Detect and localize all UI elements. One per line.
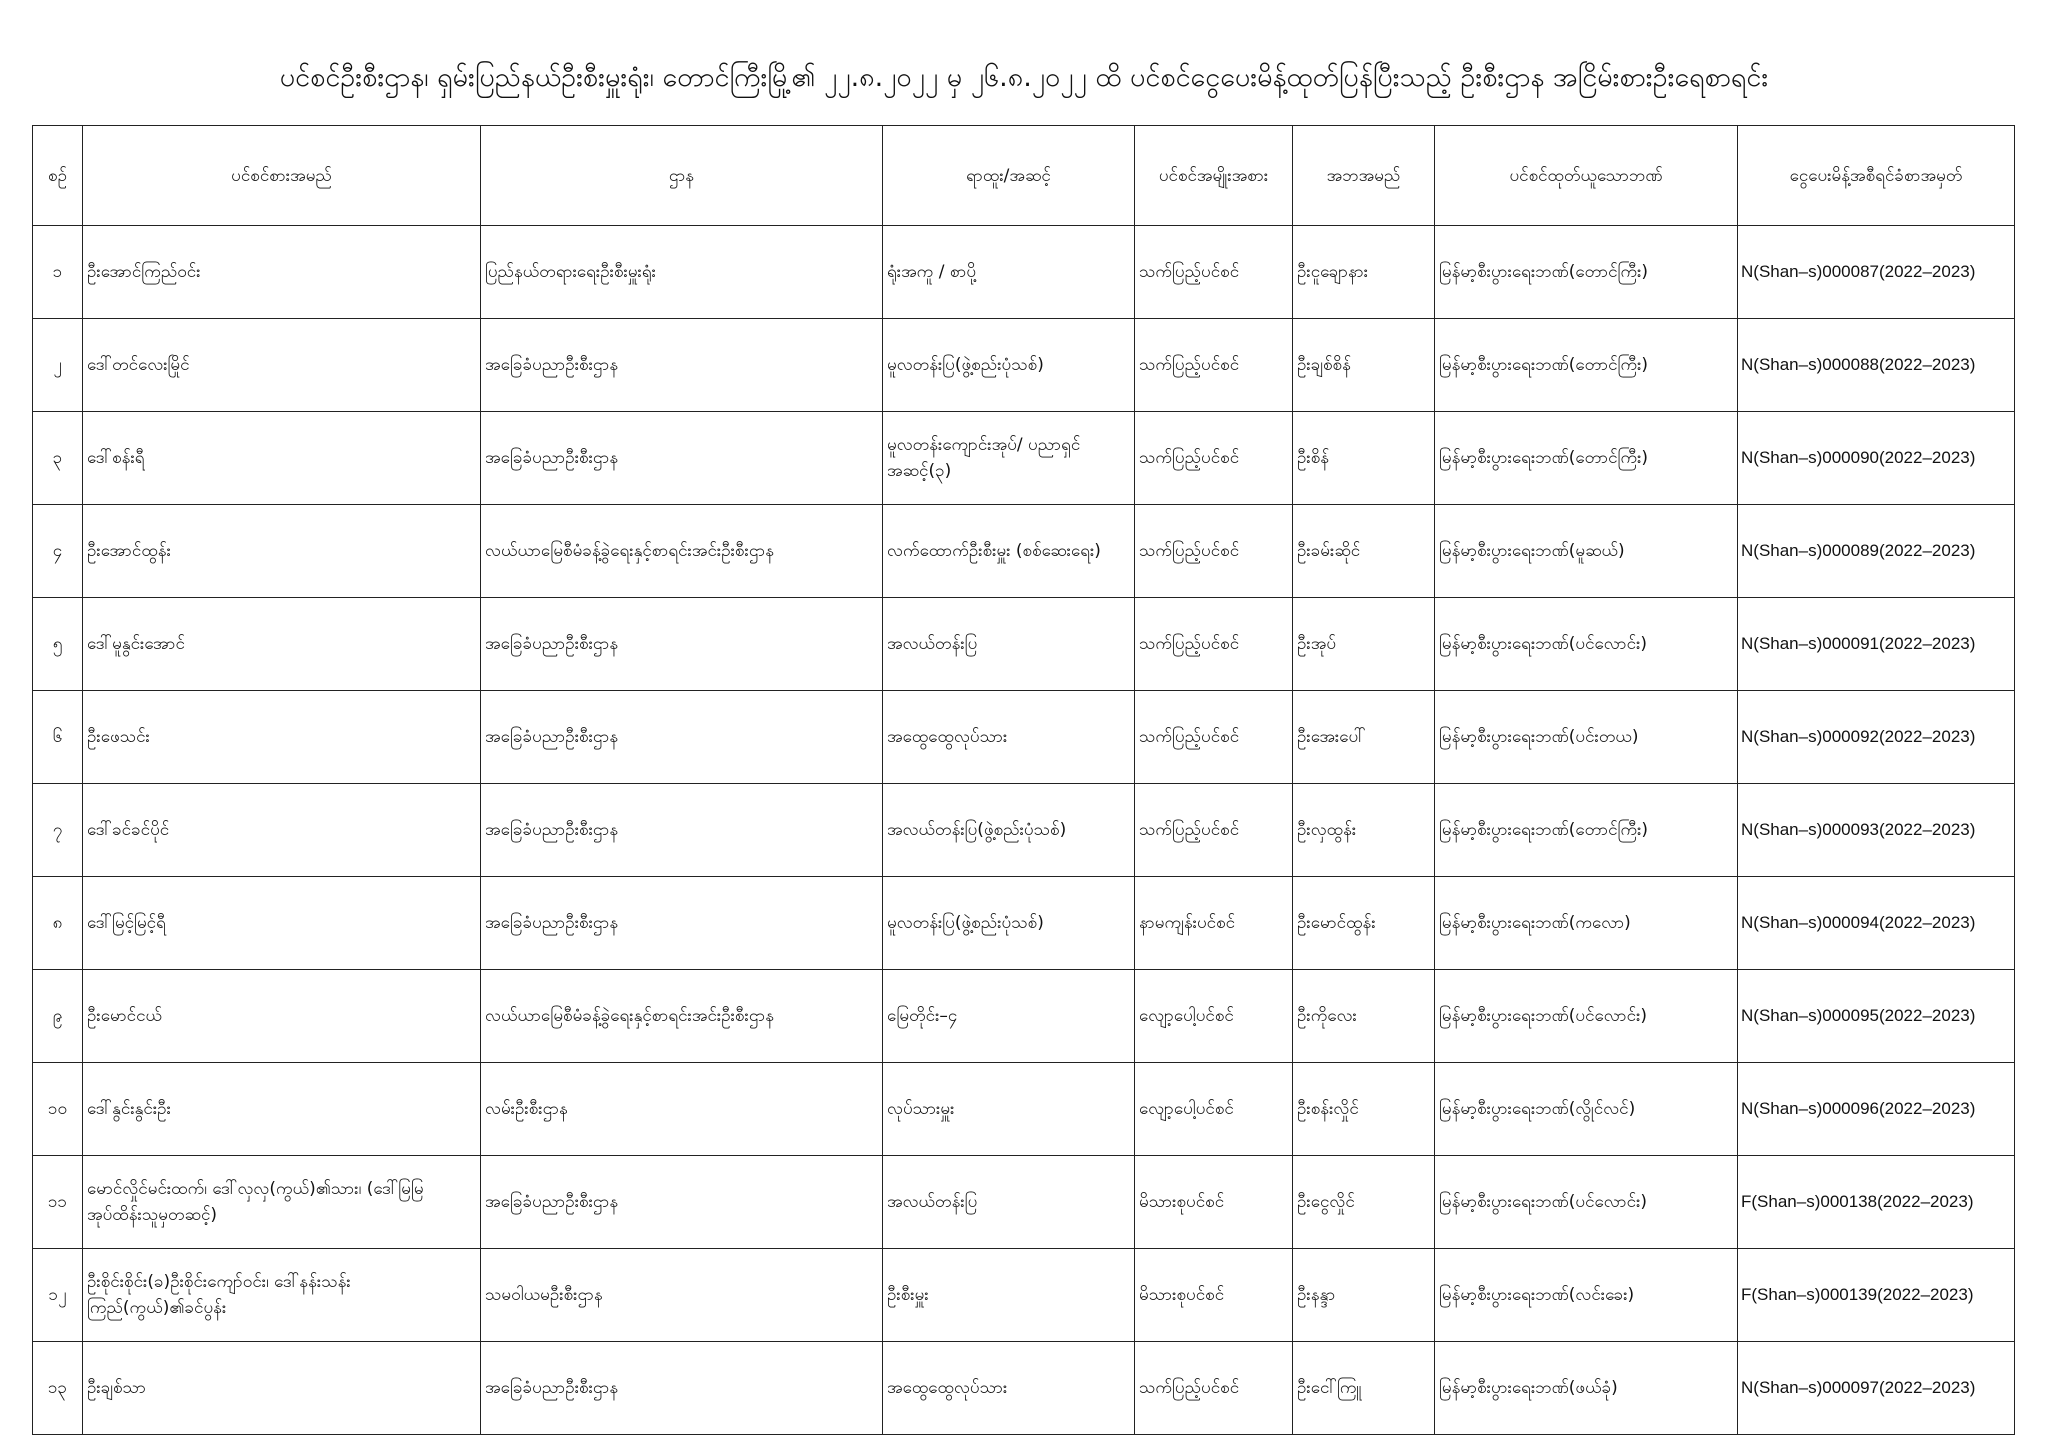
cell-bank: မြန်မာ့စီးပွားရေးဘဏ်(ပင်လောင်း) [1435,970,1738,1063]
cell-pension-type: လျော့ပေါ့ပင်စင် [1135,1063,1293,1156]
cell-order-number: N(Shan–s)000094(2022–2023) [1738,877,2015,970]
cell-bank: မြန်မာ့စီးပွားရေးဘဏ်(တောင်ကြီး) [1435,226,1738,319]
table-row [33,1156,2015,1249]
cell-pensioner-name: ဦးအောင်ကြည်ဝင်း [83,226,481,319]
cell-serial: ၆ [33,691,83,784]
cell-department: အခြေခံပညာဦးစီးဌာန [481,412,883,505]
cell-father-name: ဦးမောင်ထွန်း [1293,877,1435,970]
cell-father-name: ဦးငူချောနား [1293,226,1435,319]
cell-department: သမဝါယမဦးစီးဌာန [481,1249,883,1342]
cell-rank: လက်ထောက်ဦးစီးမှူး (စစ်ဆေးရေး) [883,505,1135,598]
cell-pensioner-name: ဦးဖေသင်း [83,691,481,784]
table-row [33,1063,2015,1156]
cell-serial: ၁၀ [33,1063,83,1156]
cell-pensioner-name: ဦးအောင်ထွန်း [83,505,481,598]
cell-father-name: ဦးစန်းလှိုင် [1293,1063,1435,1156]
cell-bank: မြန်မာ့စီးပွားရေးဘဏ်(ဖယ်ခုံ) [1435,1342,1738,1435]
cell-pension-type: သက်ပြည့်ပင်စင် [1135,505,1293,598]
cell-pension-type: သက်ပြည့်ပင်စင် [1135,412,1293,505]
cell-rank: ရုံးအကူ / စာပို့ [883,226,1135,319]
cell-serial: ၃ [33,412,83,505]
cell-serial: ၁ [33,226,83,319]
cell-pension-type: သက်ပြည့်ပင်စင် [1135,319,1293,412]
cell-rank: မူလတန်းကျောင်းအုပ်/ ပညာရှင်အဆင့်(၃) [883,412,1135,505]
cell-department: လမ်းဦးစီးဌာန [481,1063,883,1156]
cell-order-number: N(Shan–s)000097(2022–2023) [1738,1342,2015,1435]
table-row [33,319,2015,412]
cell-serial: ၁၂ [33,1249,83,1342]
table-row [33,505,2015,598]
cell-order-number: N(Shan–s)000096(2022–2023) [1738,1063,2015,1156]
page-title: ပင်စင်ဦးစီးဌာန၊ ရှမ်းပြည်နယ်ဦးစီးမှူးရုံး၊ တောင်ကြီးမြို့၏ ၂၂.၈.၂၀၂၂ မှ ၂၆.၈.၂၀၂၂ ထိ ပင်စင်ငွေပေးမိန့်ထုတ်ပြန်ပြီးသည့် ဦးစီးဌာန အငြိမ်းစားဦးရေစာရင်း [279,62,1769,93]
cell-serial: ၂ [33,319,83,412]
cell-bank: မြန်မာ့စီးပွားရေးဘဏ်(တောင်ကြီး) [1435,319,1738,412]
header-bank: ပင်စင်ထုတ်ယူသောဘဏ် [1435,126,1738,226]
cell-bank: မြန်မာ့စီးပွားရေးဘဏ်(တောင်ကြီး) [1435,412,1738,505]
cell-serial: ၈ [33,877,83,970]
cell-pension-type: သက်ပြည့်ပင်စင် [1135,1342,1293,1435]
cell-department: အခြေခံပညာဦးစီးဌာန [481,691,883,784]
cell-serial: ၁၃ [33,1342,83,1435]
cell-department: အခြေခံပညာဦးစီးဌာန [481,784,883,877]
header-pensioner-name: ပင်စင်စားအမည် [83,126,481,226]
header-department: ဌာန [481,126,883,226]
cell-department: လယ်ယာမြေစီမံခန့်ခွဲရေးနှင့်စာရင်းအင်းဦးစီးဌာန [481,970,883,1063]
cell-pensioner-name: ဒေါ်တင်လေးမြိုင် [83,319,481,412]
cell-rank: အလယ်တန်းပြ [883,1156,1135,1249]
cell-rank: အလယ်တန်းပြ(ဖွဲ့စည်းပုံသစ်) [883,784,1135,877]
cell-pension-type: သက်ပြည့်ပင်စင် [1135,691,1293,784]
cell-rank: အလယ်တန်းပြ [883,598,1135,691]
header-father-name: အဘအမည် [1293,126,1435,226]
table-row [33,1342,2015,1435]
cell-pension-type: သက်ပြည့်ပင်စင် [1135,226,1293,319]
cell-department: အခြေခံပညာဦးစီးဌာန [481,1342,883,1435]
cell-order-number: N(Shan–s)000089(2022–2023) [1738,505,2015,598]
cell-rank: အထွေထွေလုပ်သား [883,691,1135,784]
table-row [33,226,2015,319]
cell-bank: မြန်မာ့စီးပွားရေးဘဏ်(ကလော) [1435,877,1738,970]
cell-pension-type: လျော့ပေါ့ပင်စင် [1135,970,1293,1063]
cell-rank: မူလတန်းပြ(ဖွဲ့စည်းပုံသစ်) [883,319,1135,412]
cell-serial: ၅ [33,598,83,691]
cell-department: အခြေခံပညာဦးစီးဌာန [481,598,883,691]
cell-serial: ၇ [33,784,83,877]
cell-pension-type: မိသားစုပင်စင် [1135,1249,1293,1342]
cell-bank: မြန်မာ့စီးပွားရေးဘဏ်(လင်းခေး) [1435,1249,1738,1342]
cell-father-name: ဦးငေါ်ကြူ [1293,1342,1435,1435]
cell-rank: မူလတန်းပြ(ဖွဲ့စည်းပုံသစ်) [883,877,1135,970]
table-row [33,784,2015,877]
cell-pensioner-name: ဒေါ်ခင်ခင်ပိုင် [83,784,481,877]
cell-father-name: ဦးစိန် [1293,412,1435,505]
cell-father-name: ဦးအေးပေါ် [1293,691,1435,784]
cell-serial: ၉ [33,970,83,1063]
table-row [33,970,2015,1063]
cell-order-number: N(Shan–s)000095(2022–2023) [1738,970,2015,1063]
header-rank: ရာထူး/အဆင့် [883,126,1135,226]
cell-bank: မြန်မာ့စီးပွားရေးဘဏ်(ပင်လောင်း) [1435,598,1738,691]
cell-pension-type: နာမကျန်းပင်စင် [1135,877,1293,970]
cell-father-name: ဦးလှထွန်း [1293,784,1435,877]
cell-father-name: ဦးချစ်စိန် [1293,319,1435,412]
cell-department: အခြေခံပညာဦးစီးဌာန [481,1156,883,1249]
cell-order-number: N(Shan–s)000091(2022–2023) [1738,598,2015,691]
cell-rank: မြေတိုင်း–၄ [883,970,1135,1063]
cell-pension-type: သက်ပြည့်ပင်စင် [1135,784,1293,877]
cell-order-number: N(Shan–s)000088(2022–2023) [1738,319,2015,412]
cell-father-name: ဦးနန္ဒာ [1293,1249,1435,1342]
cell-pensioner-name: မောင်လှိုင်မင်းထက်၊ ဒေါ်လှလှ(ကွယ်)၏သား၊ (ဒေါ်မြမြအုပ်ထိန်းသူမှတဆင့်) [83,1156,481,1249]
cell-department: အခြေခံပညာဦးစီးဌာန [481,319,883,412]
table-row [33,691,2015,784]
cell-department: လယ်ယာမြေစီမံခန့်ခွဲရေးနှင့်စာရင်းအင်းဦးစီးဌာန [481,505,883,598]
cell-department: ပြည်နယ်တရားရေးဦးစီးမှူးရုံး [481,226,883,319]
cell-pension-type: သက်ပြည့်ပင်စင် [1135,598,1293,691]
header-pension-type: ပင်စင်အမျိုးအစား [1135,126,1293,226]
cell-serial: ၁၁ [33,1156,83,1249]
cell-rank: လုပ်သားမှူး [883,1063,1135,1156]
cell-father-name: ဦးကိုလေး [1293,970,1435,1063]
cell-father-name: ဦးငွေလှိုင် [1293,1156,1435,1249]
cell-pensioner-name: ဦးမောင်ငယ် [83,970,481,1063]
cell-order-number: N(Shan–s)000087(2022–2023) [1738,226,2015,319]
table-row [33,598,2015,691]
header-serial: စဉ် [33,126,83,226]
cell-pensioner-name: ဦးစိုင်းစိုင်း(ခ)ဦးစိုင်းကျော်ဝင်း၊ ဒေါ်နန်းသန်းကြည်(ကွယ်)၏ခင်ပွန်း [83,1249,481,1342]
cell-father-name: ဦးခမ်းဆိုင် [1293,505,1435,598]
cell-bank: မြန်မာ့စီးပွားရေးဘဏ်(လွိုင်လင်) [1435,1063,1738,1156]
cell-serial: ၄ [33,505,83,598]
cell-order-number: N(Shan–s)000092(2022–2023) [1738,691,2015,784]
cell-father-name: ဦးအုပ် [1293,598,1435,691]
table-row [33,1249,2015,1342]
table-row [33,412,2015,505]
cell-order-number: F(Shan–s)000139(2022–2023) [1738,1249,2015,1342]
cell-bank: မြန်မာ့စီးပွားရေးဘဏ်(ပင်လောင်း) [1435,1156,1738,1249]
header-order-number: ငွေပေးမိန့်အစီရင်ခံစာအမှတ် [1738,126,2015,226]
table-row [33,877,2015,970]
cell-bank: မြန်မာ့စီးပွားရေးဘဏ်(ပင်းတယ) [1435,691,1738,784]
cell-rank: ဦးစီးမှူး [883,1249,1135,1342]
cell-order-number: N(Shan–s)000090(2022–2023) [1738,412,2015,505]
table-body [33,226,2015,1435]
cell-bank: မြန်မာ့စီးပွားရေးဘဏ်(မူဆယ်) [1435,505,1738,598]
cell-pensioner-name: ဒေါ်မူနွင်းအောင် [83,598,481,691]
table-header-row [33,126,2015,226]
cell-pensioner-name: ဦးချစ်သာ [83,1342,481,1435]
cell-pensioner-name: ဒေါ်နွင်းနွင်းဦး [83,1063,481,1156]
cell-order-number: F(Shan–s)000138(2022–2023) [1738,1156,2015,1249]
cell-pensioner-name: ဒေါ်စန်းရီ [83,412,481,505]
cell-pensioner-name: ဒေါ်မြင့်မြင့်ရီ [83,877,481,970]
pension-register-table [32,125,2015,1435]
cell-rank: အထွေထွေလုပ်သား [883,1342,1135,1435]
cell-pension-type: မိသားစုပင်စင် [1135,1156,1293,1249]
cell-bank: မြန်မာ့စီးပွားရေးဘဏ်(တောင်ကြီး) [1435,784,1738,877]
cell-order-number: N(Shan–s)000093(2022–2023) [1738,784,2015,877]
cell-department: အခြေခံပညာဦးစီးဌာန [481,877,883,970]
